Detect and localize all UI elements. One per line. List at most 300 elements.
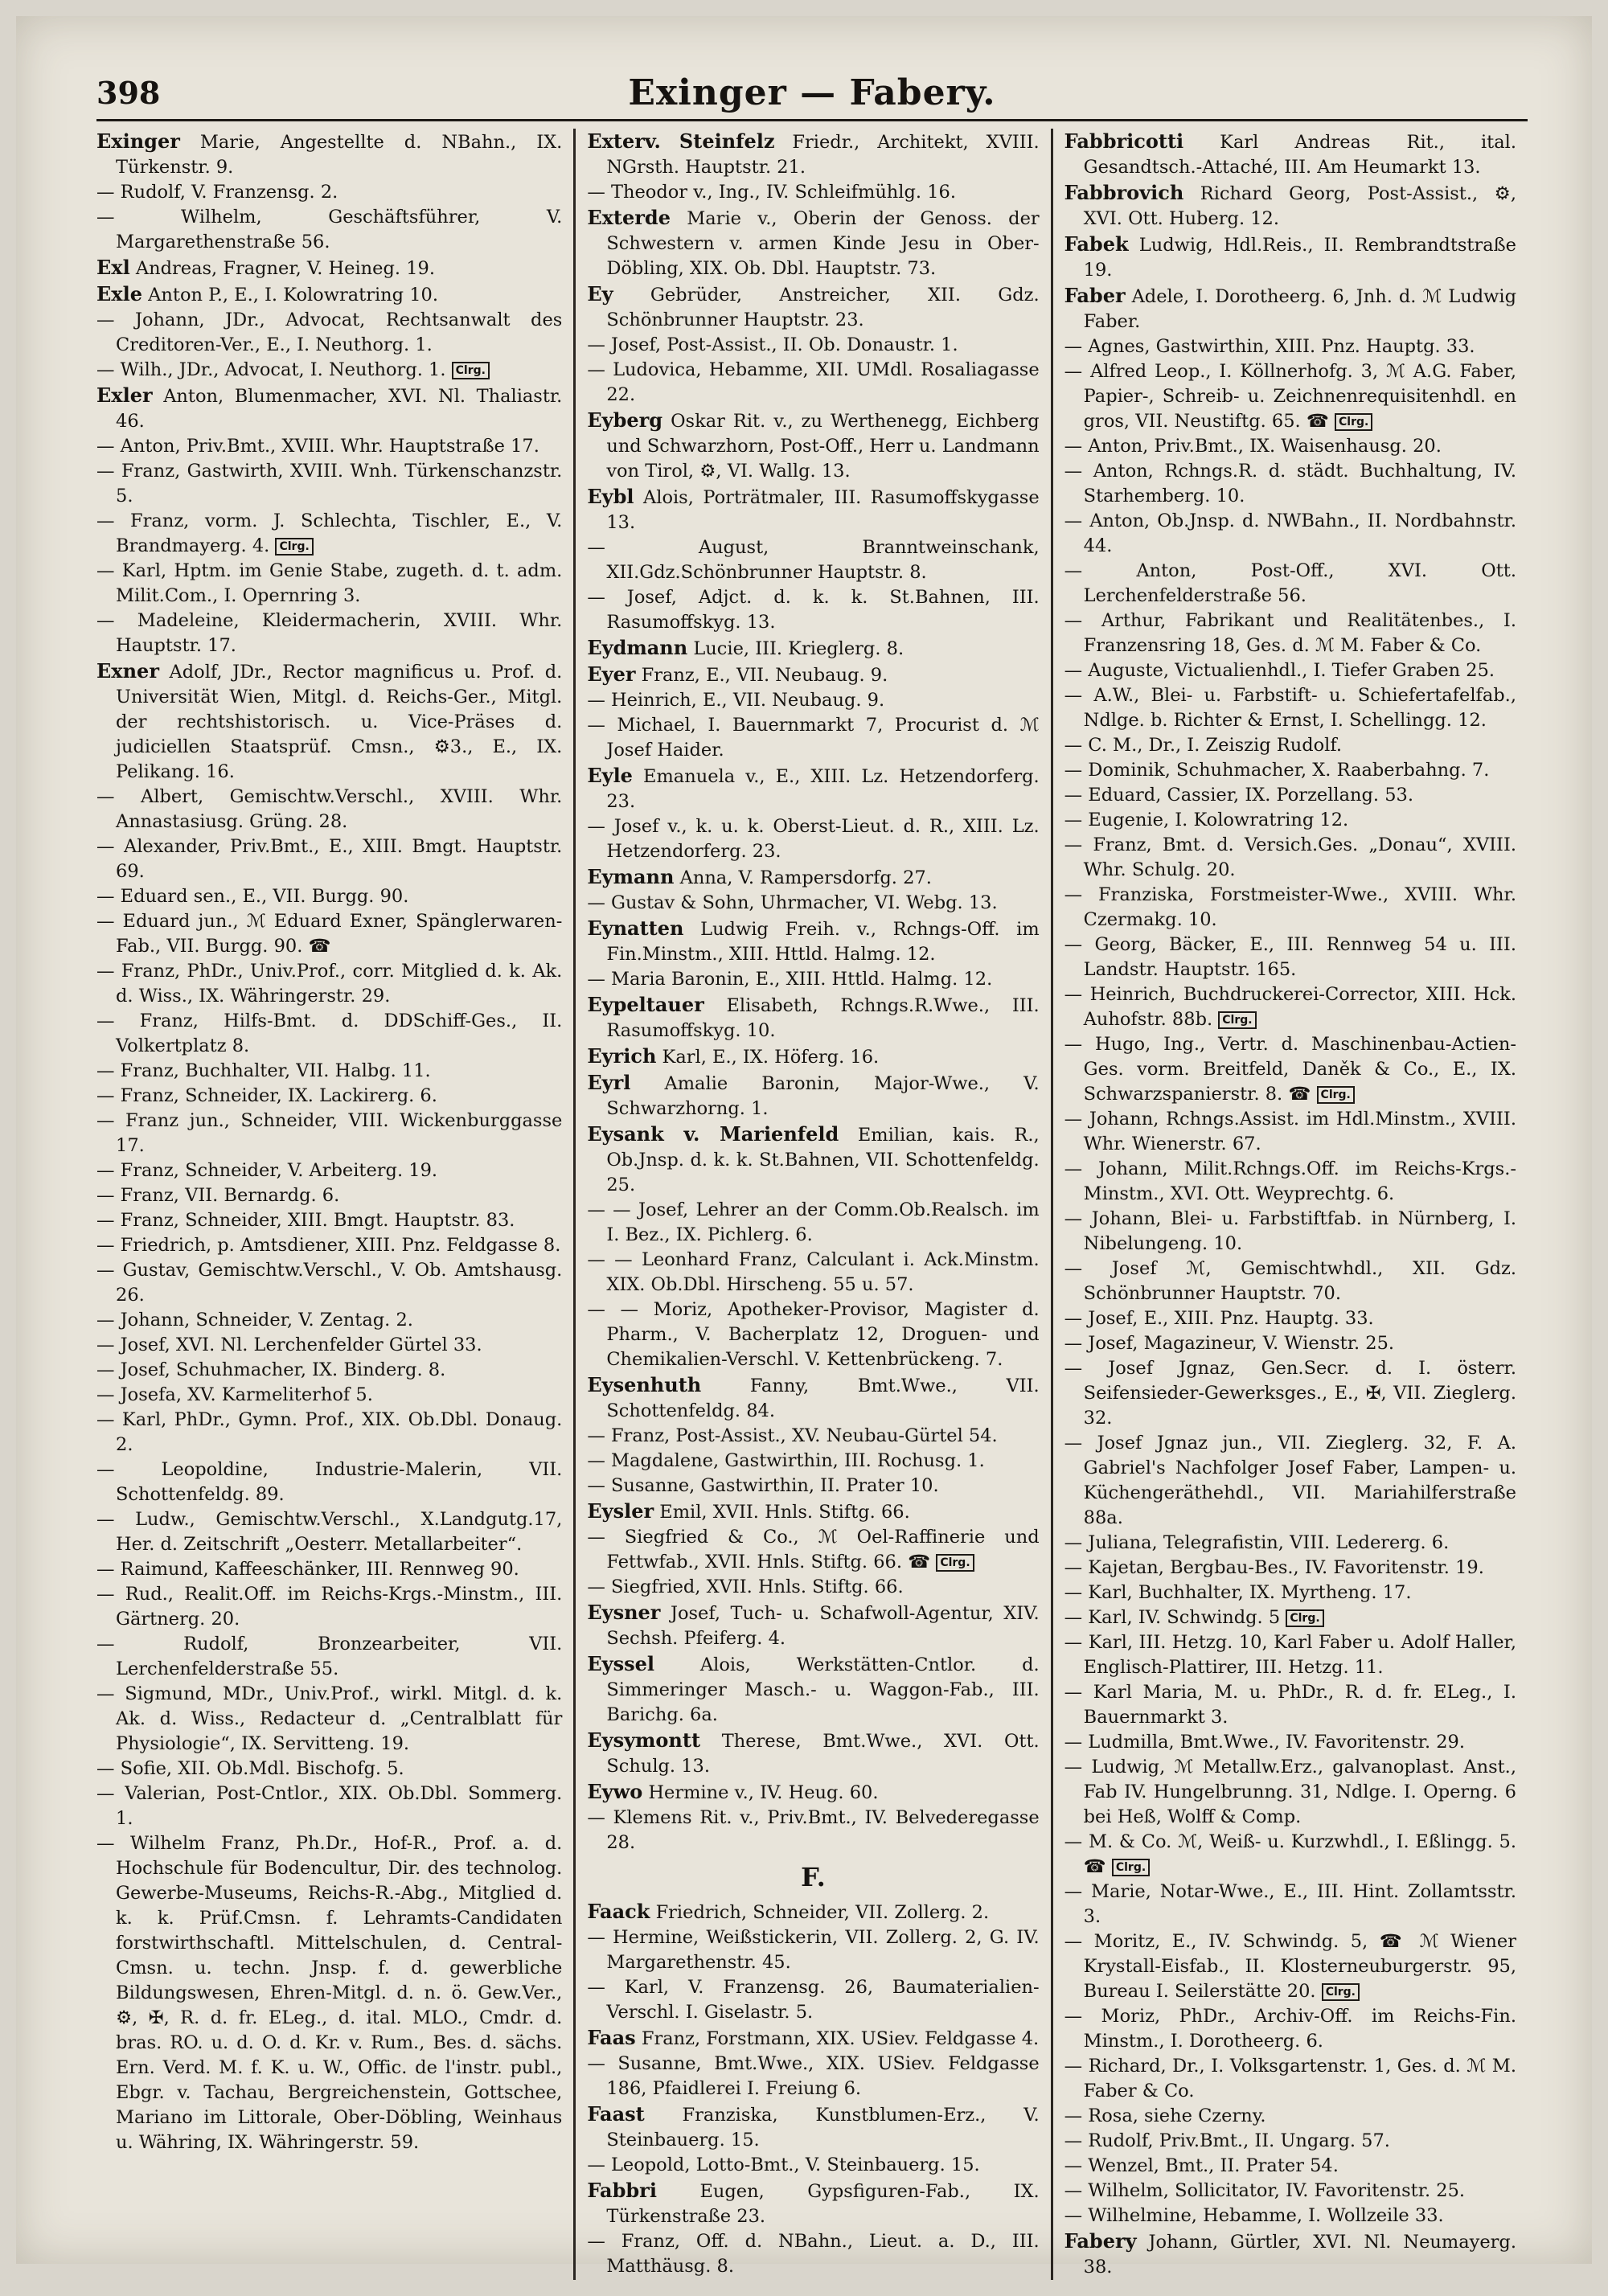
directory-entry bbox=[587, 635, 1039, 662]
directory-entry bbox=[1064, 129, 1516, 180]
entry-text: — Heinrich, E., VII. Neubaug. 9. bbox=[587, 690, 885, 711]
entry-text: Alois, Werkstätten-Cntlor. d. Simmeringer Masch.- u. Waggon-Fab., III. Barichg. 6a. bbox=[606, 1654, 1040, 1725]
directory-page bbox=[16, 16, 1592, 2278]
entry-surname: Eydmann bbox=[587, 636, 688, 659]
directory-entry bbox=[1064, 2179, 1516, 2204]
directory-entry bbox=[1064, 2228, 1516, 2280]
entry-text: Amalie Baronin, Major-Wwe., V. Schwarzhorng. 1. bbox=[606, 1073, 1040, 1119]
entry-text: — Marie, Notar-Wwe., E., III. Hint. Zollamtsstr. 3. bbox=[1064, 1881, 1516, 1927]
entry-text: — — Leonhard Franz, Calculant i. Ack.Minstm. XIX. Ob.Dbl. Hirscheng. 55 u. 57. bbox=[587, 1249, 1040, 1295]
entry-text: — Moriz, PhDr., Archiv-Off. im Reichs-Fin. Minstm., I. Dorotheerg. 6. bbox=[1064, 2006, 1516, 2052]
entry-text: — Dominik, Schuhmacher, X. Raaberbahng. 7. bbox=[1064, 760, 1490, 781]
entry-text: — Johann, Rchngs.Assist. im Hdl.Minstm., XVIII. Whr. Wienerstr. 67. bbox=[1064, 1109, 1516, 1154]
directory-entry bbox=[96, 658, 562, 785]
entry-surname: Eysank v. Marienfeld bbox=[587, 1122, 839, 1146]
directory-entry bbox=[96, 509, 562, 559]
telephone-badge: Clrg. bbox=[1322, 1983, 1360, 2001]
entry-text: — Rosa, siehe Czerny. bbox=[1064, 2105, 1266, 2126]
entry-text: — Juliana, Telegrafistin, VIII. Ledererg. 6. bbox=[1064, 1532, 1450, 1553]
directory-entry bbox=[1064, 758, 1516, 783]
entry-text: — Anton, Post-Off., XVI. Ott. Lerchenfelderstraße 56. bbox=[1064, 560, 1516, 606]
entry-text: — Ludovica, Hebamme, XII. UMdl. Rosaliagasse 22. bbox=[587, 359, 1040, 405]
entry-text: — Valerian, Post-Cntlor., XIX. Ob.Dbl. Sommerg. 1. bbox=[96, 1783, 563, 1829]
directory-entry bbox=[96, 1383, 562, 1408]
telephone-badge: Clrg. bbox=[275, 538, 313, 556]
directory-entry bbox=[96, 1208, 562, 1233]
entry-text: Hermine v., IV. Heug. 60. bbox=[648, 1782, 879, 1803]
telephone-badge: Clrg. bbox=[936, 1554, 974, 1572]
directory-entry bbox=[587, 1779, 1039, 1806]
entry-text: — Rudolf, V. Franzensg. 2. bbox=[96, 182, 338, 203]
entry-text: Anton P., E., I. Kolowratring 10. bbox=[148, 285, 438, 305]
entry-text: — Agnes, Gastwirthin, XIII. Pnz. Hauptg. 33. bbox=[1064, 336, 1475, 357]
entry-text: — Albert, Gemischtw.Verschl., XVIII. Whr. Annastasiusg. Grüng. 28. bbox=[96, 786, 563, 832]
column-3 bbox=[1051, 129, 1528, 2280]
directory-entry bbox=[587, 205, 1039, 281]
entry-text: Elisabeth, Rchngs.R.Wwe., III. Rasumoffskyg. 10. bbox=[606, 995, 1040, 1041]
entry-text: Adele, I. Dorotheerg. 6, Jnh. d. ℳ Ludwig Faber. bbox=[1083, 286, 1516, 332]
entry-text: — Moritz, E., IV. Schwindg. 5, ☎ ℳ Wiener Krystall-Eisfab., II. Klosterneuburgerstr. 95, Bureau I. Seilerstätte 20. bbox=[1064, 1931, 1516, 2002]
entry-text: — August, Branntweinschank, XII.Gdz.Schönbrunner Hauptstr. 8. bbox=[587, 537, 1040, 583]
entry-text: — Susanne, Bmt.Wwe., XIX. USiev. Feldgasse 186, Pfaidlerei I. Freiung 6. bbox=[587, 2053, 1040, 2099]
entry-text: Fanny, Bmt.Wwe., VII. Schottenfeldg. 84. bbox=[606, 1376, 1040, 1421]
entry-text: — Wilhelm, Geschäftsführer, V. Margarethenstraße 56. bbox=[96, 207, 563, 252]
directory-entry bbox=[587, 1975, 1039, 2025]
entry-text: — Raimund, Kaffeeschänker, III. Rennweg 90. bbox=[96, 1559, 519, 1580]
directory-entry bbox=[1064, 434, 1516, 459]
entry-text: Therese, Bmt.Wwe., XVI. Ott. Schulg. 13. bbox=[606, 1731, 1040, 1777]
entry-text: Josef, Tuch- u. Schafwoll-Agentur, XIV. Sechsh. Pfeiferg. 4. bbox=[606, 1603, 1040, 1649]
directory-entry bbox=[587, 2229, 1039, 2279]
directory-entry bbox=[1064, 1356, 1516, 1431]
entry-text: — Franz, Schneider, XIII. Bmgt. Hauptstr. 83. bbox=[96, 1210, 515, 1231]
page-number: 398 bbox=[96, 74, 161, 111]
entry-surname: Eyssel bbox=[587, 1652, 654, 1675]
directory-entry bbox=[587, 1424, 1039, 1449]
directory-entry bbox=[96, 434, 562, 459]
entry-text: — Rudolf, Bronzearbeiter, VII. Lerchenfelderstraße 55. bbox=[96, 1634, 563, 1679]
entry-text: — Madeleine, Kleidermacherin, XVIII. Whr. Hauptstr. 17. bbox=[96, 610, 563, 656]
directory-entry bbox=[1064, 783, 1516, 808]
entry-text: — Ludmilla, Bmt.Wwe., IV. Favoritenstr. 29. bbox=[1064, 1732, 1466, 1753]
entry-text: — Wilh., JDr., Advocat, I. Neuthorg. 1. bbox=[96, 359, 446, 380]
entry-text: — Karl, V. Franzensg. 26, Baumaterialien-Verschl. I. Giselastr. 5. bbox=[587, 1977, 1040, 2023]
directory-entry bbox=[1064, 1605, 1516, 1630]
entry-surname: Exle bbox=[96, 282, 142, 305]
entry-text: — — Moriz, Apotheker-Provisor, Magister d. Pharm., V. Bacherplatz 12, Droguen- und Chemikalien-Verschl. V. Kettenbrückeng. 7. bbox=[587, 1299, 1040, 1370]
entry-text: — Josef ℳ, Gemischtwhdl., XII. Gdz. Schönbrunner Hauptstr. 70. bbox=[1064, 1258, 1516, 1304]
directory-entry bbox=[1064, 733, 1516, 758]
directory-entry bbox=[587, 891, 1039, 916]
entry-text: — Rud., Realit.Off. im Reichs-Krgs.-Minstm., III. Gärtnerg. 20. bbox=[96, 1584, 563, 1630]
entry-surname: Fabery bbox=[1064, 2229, 1137, 2253]
directory-entry bbox=[1064, 180, 1516, 232]
directory-entry bbox=[587, 1298, 1039, 1372]
directory-entry bbox=[587, 408, 1039, 484]
entry-text: Emanuela v., E., XIII. Lz. Hetzendorferg. 23. bbox=[606, 766, 1040, 812]
entry-text: — Karl, PhDr., Gymn. Prof., XIX. Ob.Dbl. Donaug. 2. bbox=[96, 1409, 563, 1455]
entry-text: Lucie, III. Krieglerg. 8. bbox=[693, 638, 904, 659]
directory-entry bbox=[1064, 2004, 1516, 2054]
directory-entry bbox=[587, 1600, 1039, 1651]
directory-entry bbox=[1064, 933, 1516, 982]
directory-entry bbox=[587, 1248, 1039, 1298]
directory-entry bbox=[587, 180, 1039, 205]
entry-text: Friedrich, Schneider, VII. Zollerg. 2. bbox=[655, 1902, 990, 1923]
directory-entry bbox=[96, 1632, 562, 1682]
directory-entry bbox=[587, 129, 1039, 180]
entry-text: Alois, Porträtmaler, III. Rasumoffskygasse 13. bbox=[606, 487, 1040, 533]
entry-text: Emil, XVII. Hnls. Stiftg. 66. bbox=[659, 1502, 910, 1523]
entry-surname: Faast bbox=[587, 2102, 645, 2126]
directory-entry bbox=[96, 1233, 562, 1258]
entry-surname: Faber bbox=[1064, 284, 1126, 307]
directory-entry bbox=[587, 1043, 1039, 1070]
entry-text: Andreas, Fragner, V. Heineg. 19. bbox=[135, 258, 435, 279]
directory-entry bbox=[1064, 808, 1516, 833]
entry-surname: Eyle bbox=[587, 764, 633, 787]
entry-text: — Richard, Dr., I. Volksgartenstr. 1, Ges. d. ℳ M. Faber & Co. bbox=[1064, 2056, 1516, 2101]
entry-text: Karl Andreas Rit., ital. Gesandtsch.-Attaché, III. Am Heumarkt 13. bbox=[1083, 132, 1516, 178]
directory-entry bbox=[1064, 1257, 1516, 1306]
entry-surname: Eysymontt bbox=[587, 1728, 701, 1752]
directory-entry bbox=[1064, 1680, 1516, 1730]
entry-text: — Hermine, Weißstickerin, VII. Zollerg. 2, G. IV. Margarethenstr. 45. bbox=[587, 1927, 1040, 1973]
entry-surname: Eybl bbox=[587, 485, 634, 508]
entry-surname: Eyrich bbox=[587, 1044, 657, 1068]
directory-entry bbox=[587, 585, 1039, 635]
entry-surname: Eyberg bbox=[587, 408, 663, 432]
directory-entry bbox=[587, 1651, 1039, 1728]
directory-entry bbox=[1064, 2129, 1516, 2154]
entry-text: Ludwig Freih. v., Rchngs-Off. im Fin.Minstm., XIII. Httld. Halmg. 12. bbox=[606, 919, 1040, 965]
directory-entry bbox=[96, 358, 562, 383]
directory-entry bbox=[1064, 1880, 1516, 1929]
entry-text: — Josef, XVI. Nl. Lerchenfelder Gürtel 33. bbox=[96, 1335, 482, 1355]
directory-entry bbox=[587, 1806, 1039, 1855]
telephone-badge: Clrg. bbox=[452, 362, 490, 379]
entry-surname: Faack bbox=[587, 1900, 650, 1923]
telephone-badge: Clrg. bbox=[1286, 1609, 1323, 1627]
directory-entry bbox=[1064, 509, 1516, 559]
entry-text: — Klemens Rit. v., Priv.Bmt., IV. Belvederegasse 28. bbox=[587, 1807, 1040, 1853]
entry-text: — Franz, Schneider, V. Arbeiterg. 19. bbox=[96, 1160, 438, 1181]
directory-entry bbox=[96, 1183, 562, 1208]
entry-text: — Gustav & Sohn, Uhrmacher, VI. Webg. 13. bbox=[587, 892, 998, 913]
entry-text: — Sofie, XII. Ob.Mdl. Bischofg. 5. bbox=[96, 1758, 404, 1779]
directory-entry bbox=[96, 1084, 562, 1109]
directory-entry bbox=[1064, 2204, 1516, 2228]
entry-text: — Josefa, XV. Karmeliterhof 5. bbox=[96, 1384, 373, 1405]
directory-entry bbox=[587, 992, 1039, 1043]
entry-text: — Franz, PhDr., Univ.Prof., corr. Mitglied d. k. Ak. d. Wiss., IX. Währingerstr. 29. bbox=[96, 961, 563, 1007]
entry-text: — Wilhelmine, Hebamme, I. Wollzeile 33. bbox=[1064, 2205, 1444, 2226]
entry-text: — Josef, Post-Assist., II. Ob. Donaustr. 1. bbox=[587, 334, 958, 355]
entry-text: — Karl, Buchhalter, IX. Myrtheng. 17. bbox=[1064, 1582, 1412, 1603]
directory-entry bbox=[1064, 459, 1516, 509]
directory-entry bbox=[587, 535, 1039, 585]
entry-text: — Johann, Blei- u. Farbstiftfab. in Nürnberg, I. Nibelungeng. 10. bbox=[1064, 1208, 1516, 1254]
directory-entry bbox=[587, 1899, 1039, 1925]
directory-entry bbox=[587, 1525, 1039, 1575]
directory-entry bbox=[1064, 982, 1516, 1032]
directory-entry bbox=[587, 281, 1039, 333]
entry-text: Richard Georg, Post-Assist., ⚙, XVI. Ott. Huberg. 12. bbox=[1083, 183, 1516, 229]
entry-surname: Exterv. Steinfelz bbox=[587, 129, 775, 153]
entry-text: — Leopoldine, Industrie-Malerin, VII. Schottenfeldg. 89. bbox=[96, 1459, 563, 1505]
directory-entry bbox=[587, 484, 1039, 535]
entry-text: Friedr., Architekt, XVIII. NGrsth. Hauptstr. 21. bbox=[606, 132, 1040, 178]
directory-entry bbox=[1064, 359, 1516, 434]
entry-text: — Siegfried & Co., ℳ Oel-Raffinerie und Fettwfab., XVII. Hnls. Stiftg. 66. ☎ bbox=[587, 1527, 1040, 1572]
entry-text: — Josef, Adjct. d. k. k. St.Bahnen, III. Rasumoffskyg. 13. bbox=[587, 587, 1040, 633]
directory-entry bbox=[587, 1121, 1039, 1198]
entry-text: Johann, Gürtler, XVI. Nl. Neumayerg. 38. bbox=[1083, 2232, 1516, 2278]
entry-text: Franz, Forstmann, XIX. USiev. Feldgasse 4. bbox=[641, 2028, 1040, 2049]
page-header bbox=[96, 64, 1528, 121]
entry-text: — Hugo, Ing., Vertr. d. Maschinenbau-Actien-Ges. vorm. Breitfeld, Daněk & Co., E., IX. Schwarzspanierstr. 8. ☎ bbox=[1064, 1034, 1516, 1105]
directory-entry bbox=[1064, 1431, 1516, 1531]
entry-text: — Franz jun., Schneider, VIII. Wickenburggasse 17. bbox=[96, 1110, 563, 1156]
entry-text: — Josef Jgnaz, Gen.Secr. d. I. österr. Seifensieder-Gewerksges., E., ✠, VII. Zieglerg. 32. bbox=[1064, 1358, 1516, 1429]
directory-entry bbox=[1064, 334, 1516, 359]
entry-text: — Ludwig, ℳ Metallw.Erz., galvanoplast. Anst., Fab IV. Hungelbrunng. 31, Ndlge. I. Operng. 6 bei Heß, Wolff & Comp. bbox=[1064, 1757, 1516, 1827]
entry-text: — Theodor v., Ing., IV. Schleifmühlg. 16. bbox=[587, 182, 956, 203]
entry-text: Emilian, kais. R., Ob.Jnsp. d. k. k. St.Bahnen, VII. Schottenfeldg. 25. bbox=[606, 1125, 1040, 1195]
entry-text: — Eduard sen., E., VII. Burgg. 90. bbox=[96, 886, 409, 907]
directory-entry bbox=[587, 763, 1039, 814]
entry-surname: Eyrl bbox=[587, 1071, 631, 1094]
entry-text: — Franz, Off. d. NBahn., Lieut. a. D., III. Matthäusg. 8. bbox=[587, 2231, 1040, 2277]
entry-surname: Eysner bbox=[587, 1601, 661, 1624]
directory-entry bbox=[96, 609, 562, 658]
directory-entry bbox=[96, 959, 562, 1009]
entry-text: — Wenzel, Bmt., II. Prater 54. bbox=[1064, 2155, 1339, 2176]
entry-text: — Josef, Schuhmacher, IX. Binderg. 8. bbox=[96, 1359, 446, 1380]
entry-surname: Fabbrovich bbox=[1064, 181, 1184, 204]
entry-text: — Leopold, Lotto-Bmt., V. Steinbauerg. 15. bbox=[587, 2155, 980, 2175]
directory-entry bbox=[587, 814, 1039, 864]
entry-surname: Eypeltauer bbox=[587, 993, 704, 1016]
entry-text: Eugen, Gypsfiguren-Fab., IX. Türkenstraße 23. bbox=[606, 2181, 1040, 2227]
entry-text: — Anton, Ob.Jnsp. d. NWBahn., II. Nordbahnstr. 44. bbox=[1064, 510, 1516, 556]
entry-surname: Eysler bbox=[587, 1499, 654, 1523]
directory-entry bbox=[587, 1474, 1039, 1499]
entry-text: — Johann, JDr., Advocat, Rechtsanwalt des Creditoren-Ver., E., I. Neuthorg. 1. bbox=[96, 310, 563, 355]
directory-entry bbox=[1064, 2104, 1516, 2129]
directory-entry bbox=[587, 1070, 1039, 1121]
directory-entry bbox=[1064, 2154, 1516, 2179]
entry-text: — Franz, Post-Assist., XV. Neubau-Gürtel 54. bbox=[587, 1425, 998, 1446]
directory-entry bbox=[587, 2153, 1039, 2178]
directory-entry bbox=[587, 1372, 1039, 1424]
directory-entry bbox=[96, 1109, 562, 1158]
entry-text: Adolf, JDr., Rector magnificus u. Prof. d. Universität Wien, Mitgl. d. Reichs-Ger., Mitgl. der rechtshistorisch. u. Vice-Präses d. judiciellen Staatsprüf. Cmsn., ⚙3., E., IX. Pelikang. 16. bbox=[116, 662, 563, 782]
entry-text: — Alexander, Priv.Bmt., E., XIII. Bmgt. Hauptstr. 69. bbox=[96, 836, 563, 882]
directory-entry bbox=[96, 1308, 562, 1333]
directory-entry bbox=[587, 1575, 1039, 1600]
entry-text: — — Josef, Lehrer an der Comm.Ob.Realsch. im I. Bez., IX. Pichlerg. 6. bbox=[587, 1199, 1040, 1245]
directory-entry bbox=[1064, 2054, 1516, 2104]
directory-entry bbox=[96, 1158, 562, 1183]
directory-entry bbox=[1064, 1107, 1516, 1157]
entry-surname: Exner bbox=[96, 659, 159, 683]
entry-text: — Johann, Schneider, V. Zentag. 2. bbox=[96, 1310, 413, 1330]
directory-entry bbox=[96, 559, 562, 609]
directory-entry bbox=[1064, 1730, 1516, 1755]
directory-entry bbox=[1064, 1755, 1516, 1830]
directory-entry bbox=[96, 281, 562, 308]
directory-entry bbox=[1064, 1929, 1516, 2004]
entry-surname: Eywo bbox=[587, 1780, 643, 1803]
entry-text: — Karl Maria, M. u. PhDr., R. d. fr. ELeg., I. Bauernmarkt 3. bbox=[1064, 1682, 1516, 1728]
entry-text: — Anton, Priv.Bmt., IX. Waisenhausg. 20. bbox=[1064, 436, 1442, 457]
directory-entry bbox=[1064, 658, 1516, 683]
telephone-badge: Clrg. bbox=[1112, 1859, 1150, 1876]
directory-entry bbox=[1064, 609, 1516, 658]
directory-entry bbox=[1064, 1830, 1516, 1880]
entry-text: — A.W., Blei- u. Farbstift- u. Schiefertafelfab., Ndlge. b. Richter & Ernst, I. Schellingg. 12. bbox=[1064, 685, 1516, 731]
entry-surname: Fabbri bbox=[587, 2179, 657, 2202]
entry-text: Oskar Rit. v., zu Werthenegg, Eichberg und Schwarzhorn, Post-Off., Herr u. Landmann von Tirol, ⚙, VI. Wallg. 13. bbox=[606, 411, 1040, 482]
entry-text: — Karl, Hptm. im Genie Stabe, zugeth. d. t. adm. Milit.Com., I. Opernring 3. bbox=[96, 560, 563, 606]
directory-entry bbox=[96, 1507, 562, 1557]
entry-text: Marie, Angestellte d. NBahn., IX. Türkenstr. 9. bbox=[116, 132, 563, 178]
section-letter: F. bbox=[801, 1862, 826, 1892]
entry-text: — Franz, Buchhalter, VII. Halbg. 11. bbox=[96, 1060, 431, 1081]
directory-entry bbox=[1064, 283, 1516, 334]
directory-entry bbox=[1064, 1306, 1516, 1331]
entry-surname: Eynatten bbox=[587, 916, 684, 940]
directory-entry bbox=[587, 1925, 1039, 1975]
directory-entry bbox=[1064, 1207, 1516, 1257]
directory-entry bbox=[587, 2101, 1039, 2153]
entry-text: Marie v., Oberin der Genoss. der Schwestern v. armen Kinde Jesu in Ober-Döbling, XIX. Ob. Dbl. Hauptstr. 73. bbox=[606, 208, 1040, 279]
directory-entry bbox=[96, 1408, 562, 1458]
entry-text: — Heinrich, Buchdruckerei-Corrector, XIII. Hck. Auhofstr. 88b. bbox=[1064, 984, 1516, 1030]
entry-text: — Josef, E., XIII. Pnz. Hauptg. 33. bbox=[1064, 1308, 1374, 1329]
directory-entry bbox=[96, 129, 562, 180]
directory-entry bbox=[1064, 1157, 1516, 1207]
directory-entry bbox=[1064, 883, 1516, 933]
directory-entry bbox=[1064, 1581, 1516, 1605]
directory-entry bbox=[96, 1781, 562, 1831]
entry-surname: Fabbricotti bbox=[1064, 129, 1184, 153]
directory-entry bbox=[587, 2052, 1039, 2101]
directory-entry bbox=[587, 967, 1039, 992]
entry-text: — Franz, Bmt. d. Versich.Ges. „Donau“, XVIII. Whr. Schulg. 20. bbox=[1064, 834, 1516, 880]
entry-text: Karl, E., IX. Höferg. 16. bbox=[662, 1047, 880, 1068]
directory-entry bbox=[96, 1258, 562, 1308]
entry-text: — Gustav, Gemischtw.Verschl., V. Ob. Amtshausg. 26. bbox=[96, 1260, 563, 1306]
entry-text: — Franziska, Forstmeister-Wwe., XVIII. Whr. Czermakg. 10. bbox=[1064, 884, 1516, 930]
directory-entry bbox=[96, 1009, 562, 1059]
directory-entry bbox=[1064, 1032, 1516, 1107]
entry-text: — Friedrich, p. Amtsdiener, XIII. Pnz. Feldgasse 8. bbox=[96, 1235, 561, 1256]
directory-entry bbox=[587, 1728, 1039, 1779]
directory-entry bbox=[96, 884, 562, 909]
directory-columns bbox=[96, 129, 1528, 2278]
directory-entry bbox=[587, 333, 1039, 358]
directory-entry bbox=[587, 358, 1039, 408]
directory-entry bbox=[587, 2178, 1039, 2229]
directory-entry bbox=[96, 459, 562, 509]
directory-entry bbox=[1064, 1331, 1516, 1356]
entry-text: — Alfred Leop., I. Köllnerhofg. 3, ℳ A.G. Faber, Papier-, Schreib- u. Zeichnenrequisitenhdl. en gros, VII. Neustiftg. 65. ☎ bbox=[1064, 361, 1516, 432]
entry-text: — Sigmund, MDr., Univ.Prof., wirkl. Mitgl. d. k. Ak. d. Wiss., Redacteur d. „Centralblatt für Physiologie“, IX. Servitteng. 19. bbox=[96, 1683, 563, 1754]
directory-entry bbox=[96, 834, 562, 884]
directory-entry bbox=[96, 1582, 562, 1632]
directory-entry bbox=[1064, 1556, 1516, 1581]
directory-entry bbox=[96, 205, 562, 255]
entry-surname: Faas bbox=[587, 2026, 636, 2049]
entry-text: Franz, E., VII. Neubaug. 9. bbox=[641, 665, 888, 686]
entry-text: — Anton, Priv.Bmt., XVIII. Whr. Hauptstraße 17. bbox=[96, 436, 539, 457]
directory-entry bbox=[96, 383, 562, 434]
directory-entry bbox=[1064, 559, 1516, 609]
entry-text: — C. M., Dr., I. Zeiszig Rudolf. bbox=[1064, 735, 1343, 756]
entry-text: — Franz, Gastwirth, XVIII. Wnh. Türkenschanzstr. 5. bbox=[96, 461, 563, 506]
entry-surname: Fabek bbox=[1064, 232, 1129, 256]
entry-surname: Eymann bbox=[587, 865, 675, 888]
directory-entry bbox=[587, 713, 1039, 763]
directory-entry bbox=[587, 1198, 1039, 1248]
entry-surname: Eyer bbox=[587, 662, 636, 686]
entry-surname: Exinger bbox=[96, 129, 180, 153]
entry-surname: Exterde bbox=[587, 206, 671, 229]
directory-entry bbox=[96, 255, 562, 281]
entry-text: — Ludw., Gemischtw.Verschl., X.Landgutg.17, Her. d. Zeitschrift „Oesterr. Metallarbeiter“. bbox=[96, 1509, 563, 1555]
entry-text: Ludwig, Hdl.Reis., II. Rembrandtstraße 19. bbox=[1083, 235, 1516, 281]
entry-surname: Ey bbox=[587, 282, 613, 305]
entry-text: — Johann, Milit.Rchngs.Off. im Reichs-Krgs.-Minstm., XVI. Ott. Weyprechtg. 6. bbox=[1064, 1158, 1516, 1204]
entry-text: — Eduard, Cassier, IX. Porzellang. 53. bbox=[1064, 785, 1414, 806]
entry-text: — Wilhelm Franz, Ph.Dr., Hof-R., Prof. a. d. Hochschule für Bodencultur, Dir. des technolog. Gewerbe-Museums, Reichs-R.-Abg., Mitglied d. k. k. Prüf.Cmsn. f. Lehramts-Candidaten forstwirthschaftl. Mittelschulen, d. Central-Cmsn. u. techn. Jnsp. f. d. gewerbliche Bildungswesen, Ehren-Mitgl. d. n. ö. Gew.Ver., ⚙, ✠, R. d. fr. ELeg., d. ital. MLO., Cmdr. d. bras. RO. u. d. O. d. Kr. v. Rum., Bes. d. sächs. Ern. Verd. M. f. K. u. W., Offic. de l'instr. publ., Ebgr. v. Tachau, Bergreichenstein, Gottschee, Mariano im Littorale, Ober-Döbling, Weinhaus u. Währing, IX. Währingerstr. 59. bbox=[96, 1833, 563, 2153]
entry-text: — Wilhelm, Sollicitator, IV. Favoritenstr. 25. bbox=[1064, 2180, 1466, 2201]
directory-entry bbox=[587, 1499, 1039, 1525]
entry-text: — Karl, III. Hetzg. 10, Karl Faber u. Adolf Haller, Englisch-Plattirer, III. Hetzg. 11. bbox=[1064, 1632, 1516, 1678]
entry-text: Gebrüder, Anstreicher, XII. Gdz. Schönbrunner Hauptstr. 23. bbox=[606, 285, 1040, 330]
entry-text: — Auguste, Victualienhdl., I. Tiefer Graben 25. bbox=[1064, 660, 1495, 681]
entry-surname: Eysenhuth bbox=[587, 1373, 702, 1396]
entry-text: — Josef Jgnaz jun., VII. Zieglerg. 32, F. A. Gabriel's Nachfolger Josef Faber, Lampen- u. Küchengeräthehdl., VII. Mariahilferstraße 88a. bbox=[1064, 1433, 1516, 1528]
directory-entry bbox=[1064, 232, 1516, 283]
directory-entry bbox=[96, 909, 562, 959]
entry-text: Anna, V. Rampersdorfg. 27. bbox=[679, 867, 932, 888]
directory-entry bbox=[1064, 833, 1516, 883]
entry-text: — Magdalene, Gastwirthin, III. Rochusg. 1. bbox=[587, 1450, 985, 1471]
directory-entry bbox=[587, 2025, 1039, 2052]
entry-text: — Eugenie, I. Kolowratring 12. bbox=[1064, 810, 1349, 830]
directory-entry bbox=[96, 1458, 562, 1507]
entry-text: — Anton, Rchngs.R. d. städt. Buchhaltung, IV. Starhemberg. 10. bbox=[1064, 461, 1516, 506]
directory-entry bbox=[96, 1682, 562, 1757]
directory-entry bbox=[587, 662, 1039, 688]
directory-entry bbox=[96, 1358, 562, 1383]
entry-text: — Franz, VII. Bernardg. 6. bbox=[96, 1185, 340, 1206]
header-rule bbox=[96, 119, 1528, 121]
entry-text: — Rudolf, Priv.Bmt., II. Ungarg. 57. bbox=[1064, 2130, 1390, 2151]
entry-text: Franziska, Kunstblumen-Erz., V. Steinbauerg. 15. bbox=[606, 2105, 1040, 2150]
entry-text: — Susanne, Gastwirthin, II. Prater 10. bbox=[587, 1475, 939, 1496]
directory-entry bbox=[96, 1757, 562, 1781]
telephone-badge: Clrg. bbox=[1317, 1086, 1355, 1104]
entry-surname: Exler bbox=[96, 383, 153, 407]
entry-text: — Franz, Hilfs-Bmt. d. DDSchiff-Ges., II. Volkertplatz 8. bbox=[96, 1011, 563, 1056]
entry-text: — Kajetan, Bergbau-Bes., IV. Favoritenstr. 19. bbox=[1064, 1557, 1484, 1578]
entry-text: — Franz, Schneider, IX. Lackirerg. 6. bbox=[96, 1085, 437, 1106]
entry-text: — Georg, Bäcker, E., III. Rennweg 54 u. III. Landstr. Hauptstr. 165. bbox=[1064, 934, 1516, 980]
